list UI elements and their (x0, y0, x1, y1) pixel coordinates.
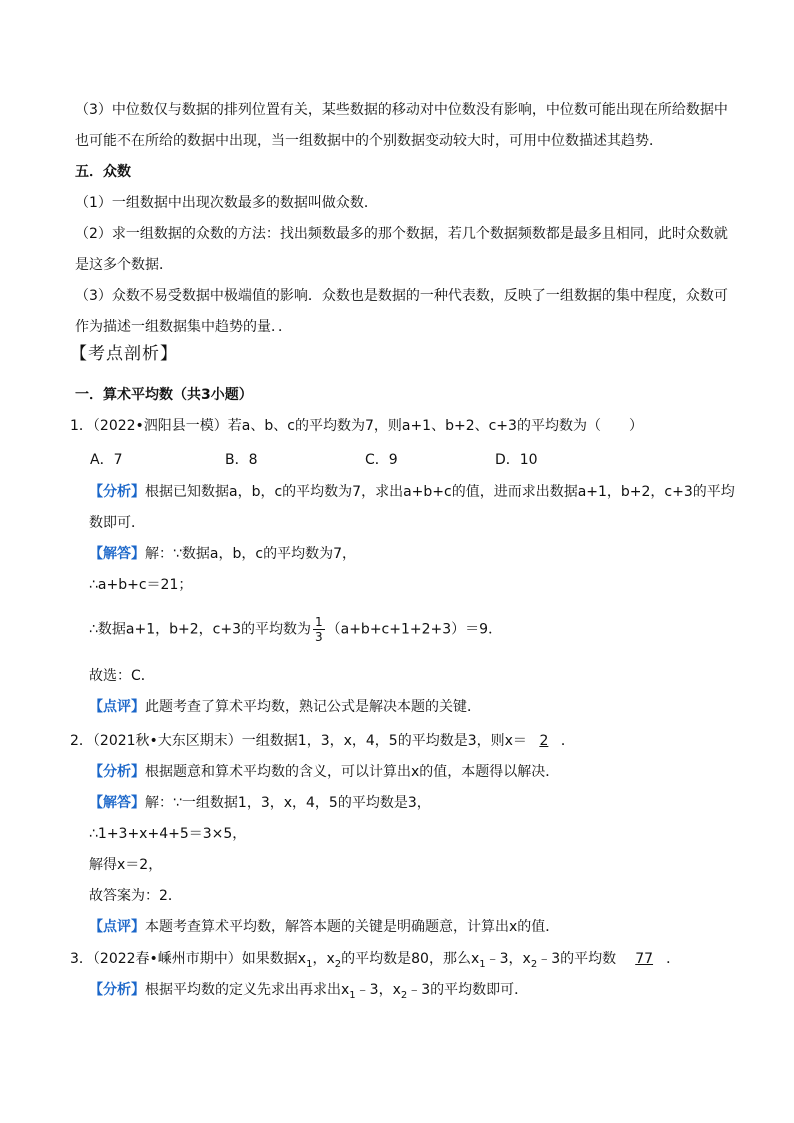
median-item3-line2: 也可能不在所给的数据中出现，当一组数据中的个别数据变动较大时，可用中位数描述其趋势． (75, 133, 663, 149)
kaodian-title: 【考点剖析】 (70, 344, 178, 364)
median-item3-line1: （3）中位数仅与数据的排列位置有关，某些数据的移动对中位数没有影响，中位数可能出现在所给数据中 (75, 102, 728, 118)
part1-title: 一．算术平均数（共3小题） (75, 387, 253, 403)
q3-answer-blank: 77 (635, 951, 654, 967)
q2-analysis: 【分析】根据题意和算术平均数的含义，可以计算出x的值，本题得以解决． (89, 764, 560, 780)
mode-item2-line2: 是这多个数据． (75, 257, 173, 273)
q2-answer-line1: 【解答】解：∵一组数据1，3，x，4，5的平均数是3， (89, 795, 431, 811)
mode-item3-line2: 作为描述一组数据集中趋势的量．． (75, 319, 292, 335)
q1-answer-line1: 【解答】解：∵数据a，b，c的平均数为7， (89, 546, 356, 562)
q3-stem: 3．（2022春•嵊州市期中）如果数据$x_1$，$x_2$的平均数是80，那么$x_1﹣3$，$x_2﹣3$的平均数 77 ． (70, 951, 681, 970)
q2-answer-line2: ∴1+3+x+4+5＝3×5， (89, 826, 247, 842)
q2-comment: 【点评】本题考查算术平均数，解答本题的关键是明确题意，计算出x的值． (89, 919, 560, 935)
mode-item2-line1: （2）求一组数据的众数的方法：找出频数最多的那个数据，若几个数据频数都是最多且相同，此时众数就 (75, 226, 728, 242)
analysis-tag: 【分析】 (89, 484, 145, 500)
fraction-one-third: $\frac{1}{3}$ (314, 615, 323, 644)
q1-choose: 故选：C． (89, 668, 155, 684)
q1-stem: 1．（2022•泗阳县一模）若a、b、c的平均数为7，则a+1、b+2、c+3的平均数为（ ） (70, 418, 643, 434)
mode-item3-line1: （3）众数不易受数据中极端值的影响．众数也是数据的一种代表数，反映了一组数据的集中程度，众数可 (75, 288, 728, 304)
q1-comment: 【点评】此题考查了算术平均数，熟记公式是解决本题的关键． (89, 699, 481, 715)
q1-answer-line3: ∴数据a+1，b+2，c+3的平均数为 $\frac{1}{3}$ （a+b+c+1+2+3）＝9． (89, 615, 503, 644)
answer-tag: 【解答】 (89, 546, 145, 562)
q2-answer-line4: 故答案为：2． (89, 888, 182, 904)
q1-option-c: C．9 (365, 452, 398, 468)
q2-stem: 2．（2021秋•大东区期末）一组数据1，3，x，4，5的平均数是3，则x＝ 2 ． (70, 733, 575, 749)
q2-answer-blank: 2 (539, 733, 549, 749)
q1-analysis-line2: 数即可． (89, 515, 145, 531)
q3-analysis: 【分析】根据平均数的定义先求出再求出$x_1﹣3$，$x_2﹣3$的平均数即可． (89, 982, 529, 1001)
q1-options (90, 451, 570, 469)
q1-option-a: A．7 (90, 452, 123, 468)
q1-analysis-line1: 【分析】根据已知数据a，b，c的平均数为7，求出a+b+c的值，进而求出数据a+1，b+2，c+3的平均 (89, 484, 735, 500)
section5-title: 五．众数 (75, 164, 131, 180)
q1-option-d: D．10 (495, 452, 538, 468)
comment-tag: 【点评】 (89, 699, 145, 715)
q1-answer-line2: ∴a+b+c＝21； (89, 577, 193, 593)
q2-answer-line3: 解得x＝2， (89, 857, 163, 873)
mode-item1: （1）一组数据中出现次数最多的数据叫做众数． (75, 195, 378, 211)
q1-option-b: B．8 (225, 452, 258, 468)
